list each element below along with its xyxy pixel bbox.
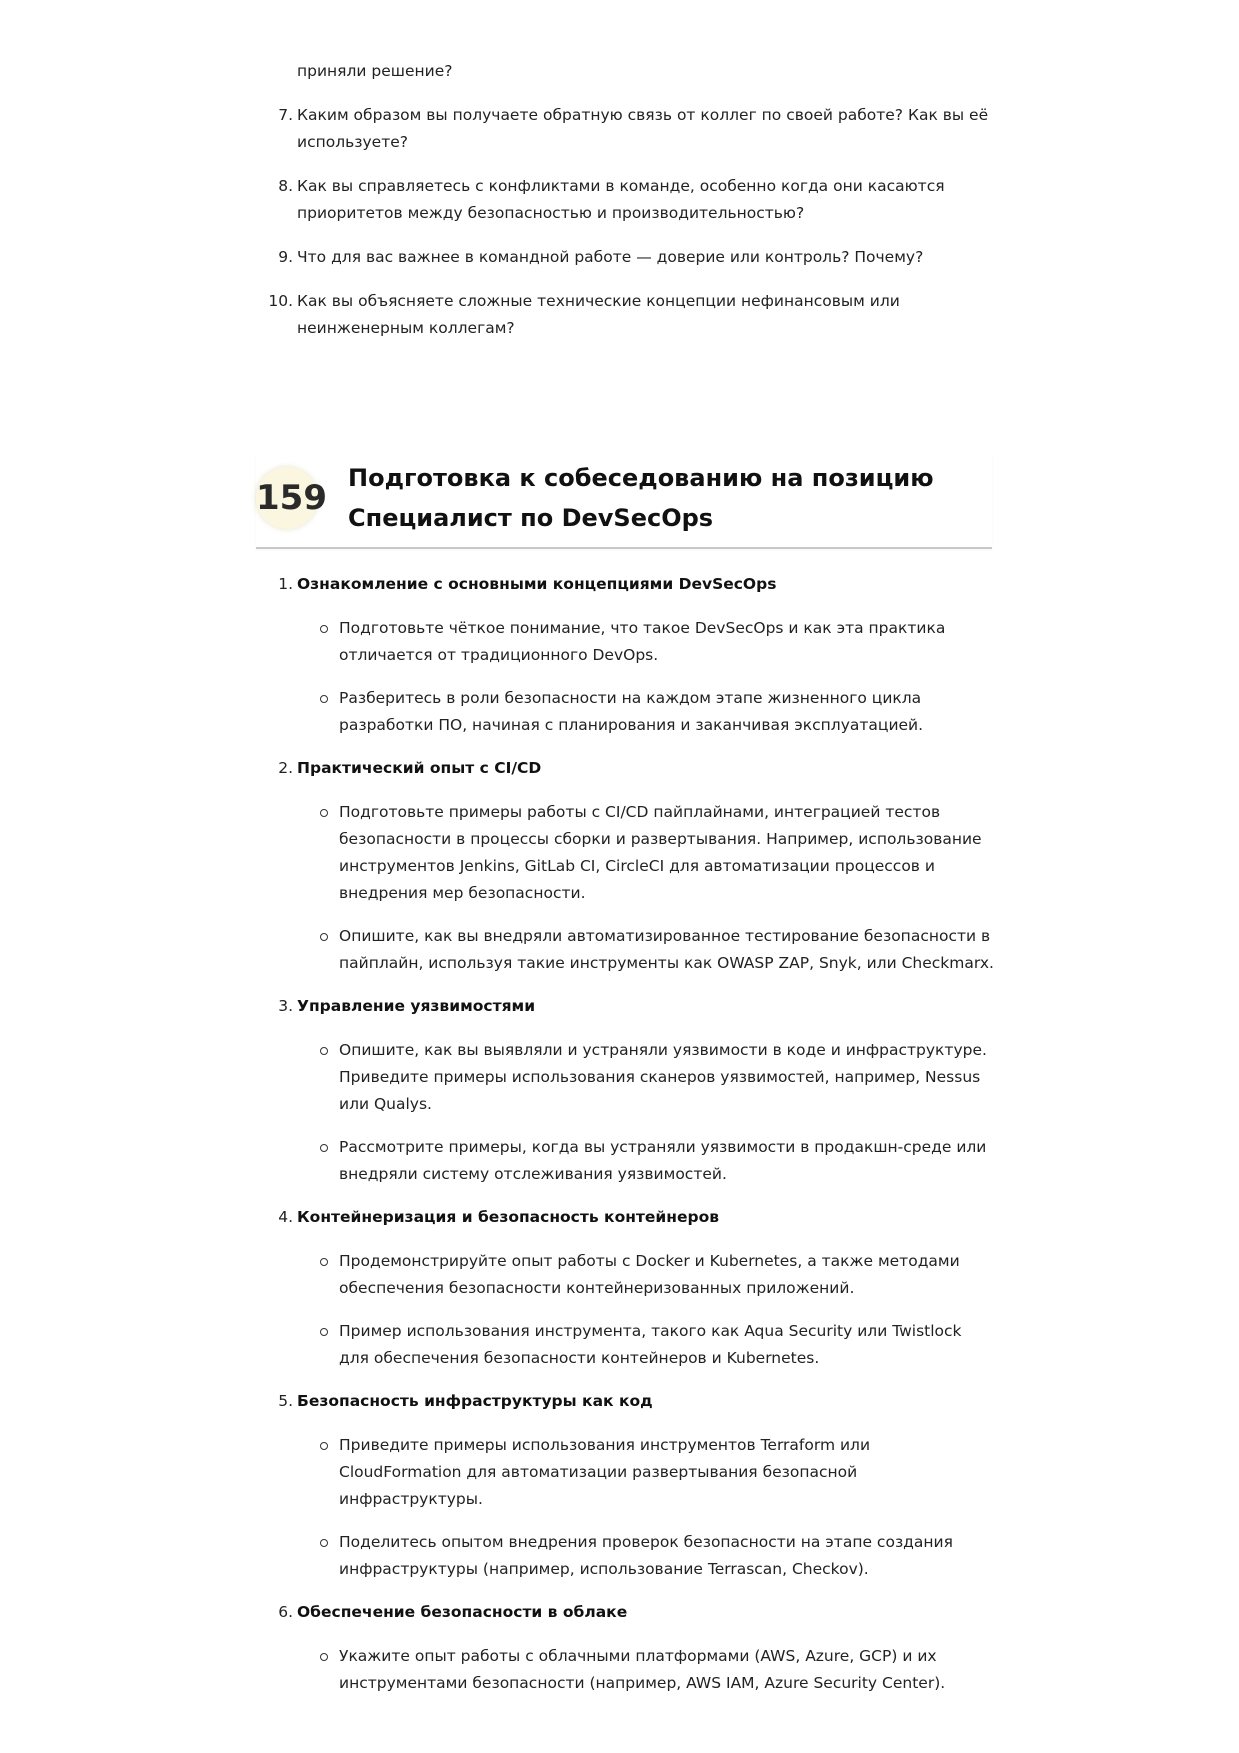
step-title: Ознакомление с основными концепциями DevSecOps — [297, 575, 777, 593]
step-number: 6. — [278, 1603, 293, 1621]
bullet-text: Продемонстрируйте опыт работы с Docker и Kubernetes, а также методами обеспечения безопасности контейнеризованных приложений. — [339, 1252, 960, 1297]
bullet-text: Пример использования инструмента, такого как Aqua Security или Twistlock для обеспечения безопасности контейнеров и Kubernetes. — [339, 1322, 962, 1367]
step-title: Управление уязвимостями — [297, 997, 536, 1015]
bullet-item — [255, 1432, 995, 1513]
list-item-number: 8. — [278, 177, 293, 195]
circle-bullet-icon — [320, 1653, 328, 1661]
step-number: 5. — [278, 1392, 293, 1410]
step-number: 2. — [278, 759, 293, 777]
bullet-text: Рассмотрите примеры, когда вы устраняли уязвимости в продакшн-среде или внедряли систему отслеживания уязвимостей. — [339, 1138, 987, 1183]
list-item-number: 10. — [268, 292, 293, 310]
section-title: Подготовка к собеседованию на позицию Специалист по DevSecOps — [348, 464, 934, 532]
section-header — [256, 453, 992, 549]
list-item-text: Что для вас важнее в командной работе — доверие или контроль? Почему? — [297, 248, 924, 266]
step-points — [255, 1432, 995, 1583]
list-item-number: 9. — [278, 248, 293, 266]
circle-bullet-icon — [320, 1144, 328, 1152]
list-item — [255, 1204, 995, 1372]
list-item — [255, 102, 995, 156]
bullet-item — [255, 1529, 995, 1583]
step-heading — [255, 1388, 995, 1415]
circle-bullet-icon — [320, 1442, 328, 1450]
bullet-item — [255, 685, 995, 739]
bullet-item — [255, 1037, 995, 1118]
step-points — [255, 1037, 995, 1188]
list-item — [255, 288, 995, 342]
list-item — [255, 993, 995, 1188]
step-heading — [255, 1204, 995, 1231]
previous-questions-list — [255, 58, 995, 359]
bullet-text: Разберитесь в роли безопасности на каждом этапе жизненного цикла разработки ПО, начиная с планирования и заканчивая эксплуатацией. — [339, 689, 924, 734]
step-points — [255, 1643, 995, 1697]
list-item — [255, 755, 995, 977]
bullet-text: Опишите, как вы выявляли и устраняли уязвимости в коде и инфраструктуре. Приведите примеры использования сканеров уязвимостей, например, Nessus или Qualys. — [339, 1041, 987, 1113]
step-heading — [255, 755, 995, 782]
step-heading — [255, 993, 995, 1020]
list-item-text: Каким образом вы получаете обратную связь от коллег по своей работе? Как вы её используете? — [297, 106, 989, 151]
bullet-item — [255, 1248, 995, 1302]
step-number: 3. — [278, 997, 293, 1015]
circle-bullet-icon — [320, 625, 328, 633]
step-number: 4. — [278, 1208, 293, 1226]
step-number: 1. — [278, 575, 293, 593]
step-points — [255, 1248, 995, 1372]
step-heading — [255, 571, 995, 598]
bullet-text: Укажите опыт работы с облачными платформами (AWS, Azure, GCP) и их инструментами безопасности (например, AWS IAM, Azure Security Center). — [339, 1647, 946, 1692]
bullet-text: Поделитесь опытом внедрения проверок безопасности на этапе создания инфраструктуры (например, использование Terrascan, Checkov). — [339, 1533, 953, 1578]
step-points — [255, 799, 995, 977]
step-title: Контейнеризация и безопасность контейнеров — [297, 1208, 720, 1226]
circle-bullet-icon — [320, 1328, 328, 1336]
circle-bullet-icon — [320, 1258, 328, 1266]
bullet-item — [255, 1643, 995, 1697]
bullet-text: Приведите примеры использования инструментов Terraform или CloudFormation для автоматизации развертывания безопасной инфраструктуры. — [339, 1436, 871, 1508]
list-item-text: Как вы справляетесь с конфликтами в команде, особенно когда они касаются приоритетов между безопасностью и производительностью? — [297, 177, 945, 222]
list-item — [255, 58, 995, 85]
step-points — [255, 615, 995, 739]
list-item-text: приняли решение? — [297, 62, 453, 80]
list-item-number: 7. — [278, 106, 293, 124]
list-item — [255, 173, 995, 227]
bullet-item — [255, 615, 995, 669]
list-item-text: Как вы объясняете сложные технические концепции нефинансовым или неинженерным коллегам? — [297, 292, 900, 337]
bullet-item — [255, 799, 995, 907]
step-title: Практический опыт с CI/CD — [297, 759, 542, 777]
bullet-item — [255, 1134, 995, 1188]
preparation-steps-list — [255, 571, 995, 1713]
list-item — [255, 1599, 995, 1697]
circle-bullet-icon — [320, 1047, 328, 1055]
bullet-item — [255, 923, 995, 977]
step-heading — [255, 1599, 995, 1626]
list-item — [255, 1388, 995, 1583]
circle-bullet-icon — [320, 1539, 328, 1547]
circle-bullet-icon — [320, 695, 328, 703]
list-item — [255, 571, 995, 739]
bullet-text: Опишите, как вы внедряли автоматизированное тестирование безопасности в пайплайн, используя такие инструменты как OWASP ZAP, Snyk, или Checkmarx. — [339, 927, 994, 972]
section-number-badge: 159 — [256, 467, 318, 529]
circle-bullet-icon — [320, 809, 328, 817]
list-item — [255, 244, 995, 271]
bullet-text: Подготовьте чёткое понимание, что такое DevSecOps и как эта практика отличается от традиционного DevOps. — [339, 619, 946, 664]
bullet-text: Подготовьте примеры работы с CI/CD пайплайнами, интеграцией тестов безопасности в процессы сборки и развертывания. Например, использование инструментов Jenkins, GitLab CI, CircleCI для автоматизации процессов и внедрения мер безопасности. — [339, 803, 982, 902]
step-title: Обеспечение безопасности в облаке — [297, 1603, 628, 1621]
bullet-item — [255, 1318, 995, 1372]
step-title: Безопасность инфраструктуры как код — [297, 1392, 653, 1410]
circle-bullet-icon — [320, 933, 328, 941]
